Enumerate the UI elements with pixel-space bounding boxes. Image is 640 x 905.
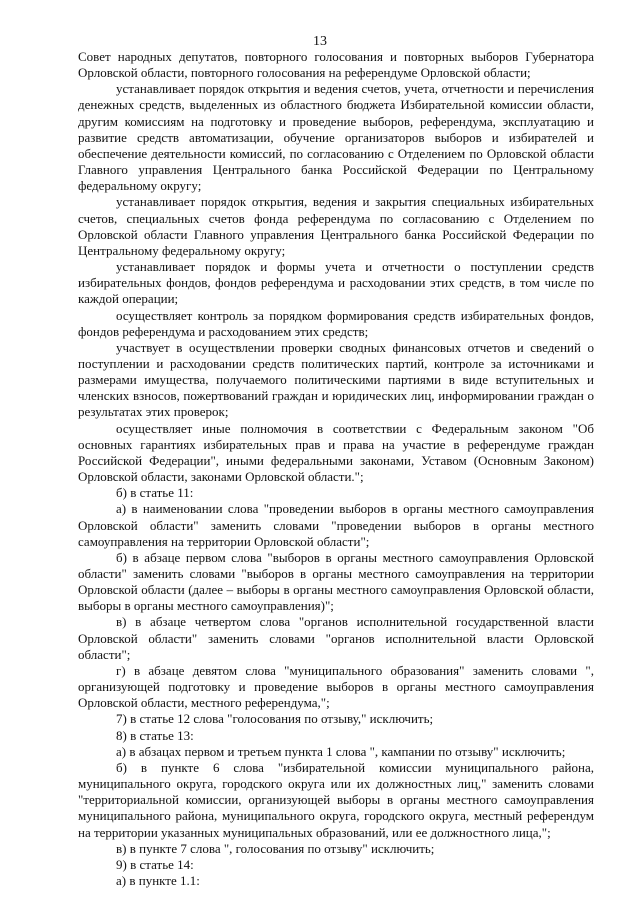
paragraph: участвует в осуществлении проверки сводных финансовых отчетов и сведений о поступлении и расходовании средств политических партий, контроле за источниками и размерами имущества, получаемого политическими партиями в виде вступительных и членских взносов, пожертвований граждан и юридических лиц, информировании граждан о результатах этих проверок; [78,339,594,420]
paragraph: устанавливает порядок открытия, ведения и закрытия специальных избирательных счетов, специальных счетов фонда референдума по согласованию с Отделением по Орловской области Главного управления Центрального банка Российской Федерации по Центральному федеральному округу; [78,194,594,258]
paragraph: б) в пункте 6 слова "избирательной комиссии муниципального района, муниципального округа, городского округа или их должностных лиц," заменить словами "территориальной комиссии, организующей выборы в органы местного самоуправления муниципального района, муниципального округа, городского округа, местный референдум на территории указанных муниципальных образований, или ее должностного лица,"; [78,759,594,840]
paragraph: осуществляет иные полномочия в соответствии с Федеральным законом "Об основных гарантиях избирательных прав и права на участие в референдуме граждан Российской Федерации", иными федеральными законами, Уставом (Основным Законом) Орловской области, законами Орловской области."; [78,420,594,485]
paragraph: осуществляет контроль за порядком формирования средств избирательных фондов, фондов референдума и расходованием этих средств; [78,307,594,339]
paragraph: Совет народных депутатов, повторного голосования и повторных выборов Губернатора Орловской области, повторного голосования на референдуме Орловской области; [78,49,594,81]
section-heading: 9) в статье 14: [116,856,194,872]
paragraph: б) в абзаце первом слова "выборов в органы местного самоуправления Орловской области" заменить словами "выборов в органы местного самоуправления на территории Орловской области (далее – выборы в органы местного самоуправления Орловской области, выборы в органы местного самоуправления)"; [78,549,594,614]
paragraph: в) в абзаце четвертом слова "органов исполнительной государственной власти Орловской области" заменить словами "органов исполнительной власти Орловской области"; [78,614,594,662]
page-number: 13 [313,34,327,49]
paragraph: 7) в статье 12 слова "голосования по отзыву," исключить; [116,711,434,727]
section-heading: а) в пункте 1.1: [116,872,200,888]
paragraph: устанавливает порядок открытия и ведения счетов, учета, отчетности и перечисления денежных средств, выделенных из областного бюджета Избирательной комиссии области, другим комиссиям на подготовку и проведение выборов, референдума, эксплуатацию и развитие средств автоматизации, обучение организаторов выборов и избирателей и обеспечение деятельности комиссий, по согласованию с Отделением по Орловской области Главного управления Центрального банка Российской Федерации по Центральному федеральному округу; [78,81,594,194]
section-heading: 8) в статье 13: [116,727,194,743]
document-body [78,49,594,889]
section-heading: б) в статье 11: [116,485,194,501]
paragraph: г) в абзаце девятом слова "муниципального образования" заменить словами ", организующей подготовку и проведение выборов в органы местного самоуправления Орловской области, местного референдума,"; [78,662,594,711]
paragraph: в) в пункте 7 слова ", голосования по отзыву" исключить; [116,840,435,856]
paragraph: а) в наименовании слова "проведении выборов в органы местного самоуправления Орловской области" заменить словами "проведении выборов в органы местного самоуправления на территории Орловской области"; [78,501,594,549]
paragraph: устанавливает порядок и формы учета и отчетности о поступлении средств избирательных фондов, фондов референдума и расходовании этих средств, в том числе по каждой операции; [78,259,594,307]
paragraph: а) в абзацах первом и третьем пункта 1 слова ", кампании по отзыву" исключить; [116,743,566,759]
